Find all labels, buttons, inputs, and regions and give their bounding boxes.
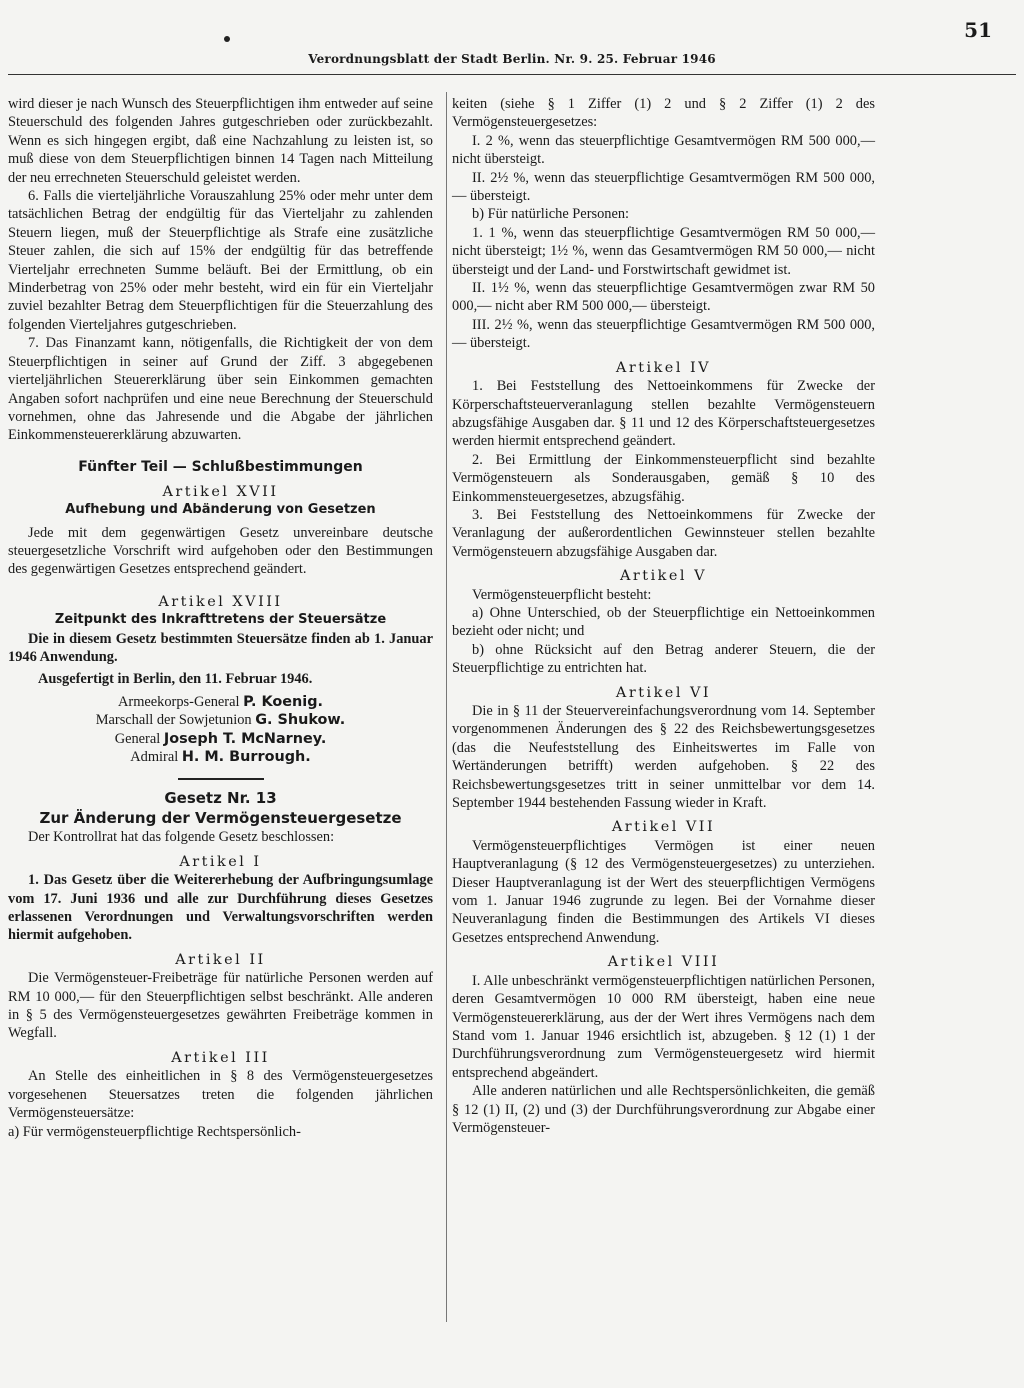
article-heading: Artikel I <box>179 853 262 870</box>
section-divider <box>178 778 264 780</box>
signature-rank: General <box>114 730 161 747</box>
paragraph: keiten (siehe § 1 Ziffer (1) 2 und § 2 Ziffer (1) 2 des Vermögensteuergesetzes: <box>452 96 875 131</box>
law-number: Gesetz Nr. 13 <box>164 789 277 808</box>
paragraph: 1. Das Gesetz über die Weitererhebung der Aufbringungsumlage vom 17. Juni 1936 und alle zur Durchführung dieses Gesetzes erlassenen Verordnungen und Verwaltungsvorschriften werden hiermit aufgehoben. <box>8 872 433 944</box>
paragraph: b) ohne Rücksicht auf den Betrag anderer Steuern, die der Steuerpflichtige zu entrichten hat. <box>452 641 875 677</box>
signature-rank: Admiral <box>130 749 179 765</box>
article-heading: Artikel VI <box>615 684 712 701</box>
article-heading: Artikel IV <box>615 359 712 376</box>
paragraph: 6. Falls die vierteljährliche Vorauszahlung 25% oder mehr unter dem tatsächlichen Betrag der endgültig für das Vierteljahr zu zahlenden Steuern liegen, muß der Steuerpflichtige als Strafe eine zusätzliche Steuer zahlen, die sich auf 15% der endgültig für das betreffende Vierteljahr errechneten Summe beläuft. Bei der Ermittlung, ob ein Minderbetrag von 25% oder mehr besteht, wird ein für ein Vierteljahr zuviel bezahlter Betrag dem Steuerpflichtigen für die Steuerzahlung des folgenden Vierteljahres gutgeschrieben. <box>8 188 433 333</box>
paragraph: a) Ohne Unterschied, ob der Steuerpflichtige ein Nettoeinkommen bezieht oder nicht; und <box>452 604 875 640</box>
part-heading: Fünfter Teil — Schlußbestimmungen <box>78 458 363 475</box>
rate-item: 1. 1 %, wenn das steuerpflichtige Gesamtvermögen RM 50 000,— nicht übersteigt; 1½ %, wenn das Gesamtvermögen RM 50 000,— nicht übersteigt und der Land- und Forstwirtschaft gewidmet ist. <box>452 224 875 278</box>
paragraph: An Stelle des einheitlichen in § 8 des Vermögensteuergesetzes vorgesehenen Steuersatzes treten die folgenden jährlichen Vermögensteuersätze: <box>8 1068 433 1122</box>
paragraph: Alle anderen natürlichen und alle Rechtspersönlichkeiten, die gemäß § 12 (1) II, (2) und (3) der Durchführungsverordnung zur Abgabe einer Vermögensteuer- <box>452 1083 875 1136</box>
article-heading: Artikel V <box>620 568 707 585</box>
paragraph: 7. Das Finanzamt kann, nötigenfalls, die Richtigkeit der von dem Steuerpflichtigen in seiner auf Grund der Ziff. 3 abgegebenen vierteljährlichen Steuererklärung über sein Einkommen gemachten Angaben sofort nachprüfen und eine neue Berechnung der Steuerschuld vornehmen, ohne das Jahresende und die Abgabe der jährlichen Einkommensteuererklärung abzuwarten. <box>8 335 433 444</box>
signature-name: G. Shukow. <box>255 712 346 729</box>
header-rule <box>8 74 1016 75</box>
article-subheading: Zeitpunkt des Inkrafttretens der Steuersätze <box>54 612 387 628</box>
signature-line <box>8 711 433 729</box>
signature-rank: Armeekorps-General <box>118 693 240 710</box>
signature-line <box>8 693 433 711</box>
paragraph: Die Vermögensteuer-Freibeträge für natürliche Personen werden auf RM 10 000,— für den Steuerpflichtigen selbst beschränkt. Alle anderen in § 5 des Vermögensteuergesetzes gewährten Freibeträge kommen in Wegfall. <box>8 970 433 1042</box>
article-subheading: Aufhebung und Abänderung von Gesetzen <box>65 502 376 518</box>
article-heading: Artikel II <box>175 951 266 968</box>
rate-item: II. 1½ %, wenn das steuerpflichtige Gesamtvermögen zwar RM 50 000,— nicht aber RM 500 000,— übersteigt. <box>452 280 875 315</box>
article-heading: Artikel III <box>171 1049 270 1066</box>
paragraph: Die in § 11 der Steuervereinfachungsverordnung vom 14. September vorgenommenen Änderungen des § 22 des Reichsbewertungsgesetzes (das die Neufeststellung des Einheitswertes im Falle von Wertänderungen betrifft) werden aufgehoben. § 22 des Reichsbewertungsgesetzes tritt in seiner unmittelbar vor dem 14. September 1944 bestehenden Fassung wieder in Kraft. <box>452 703 875 812</box>
rate-item: II. 2½ %, wenn das steuerpflichtige Gesamtvermögen RM 500 000,— übersteigt. <box>452 169 875 205</box>
paragraph: Der Kontrollrat hat das folgende Gesetz beschlossen: <box>28 829 335 846</box>
paragraph: Vermögensteuerpflicht besteht: <box>472 586 652 603</box>
signature-name: H. M. Burrough. <box>181 749 311 765</box>
article-heading: Artikel VII <box>611 819 716 836</box>
paragraph: wird dieser je nach Wunsch des Steuerpflichtigen ihm entweder auf seine Steuerschuld des folgenden Jahres gutgeschrieben oder zurückbezahlt. Wenn es sich hingegen ergibt, daß eine Nachzahlung zu leisten ist, so muß diese von dem Steuerpflichtigen binnen 14 Tagen nach Mitteilung der neu errechneten Steuerschuld geleistet werden. <box>8 96 433 186</box>
paragraph: Vermögensteuerpflichtiges Vermögen ist einer neuen Hauptveranlagung (§ 12 des Vermögensteuergesetzes) zu unterziehen. Dieser Hauptveranlagung ist der Wert des steuerpflichtigen Vermögens vom 1. Januar 1946 zugrunde zu legen. Bei der Vornahme dieser Neuveranlagung finden die Bestimmungen des Artikels VI dieses Gesetzes entsprechend Anwendung. <box>452 837 875 946</box>
article-heading: Artikel VIII <box>607 954 720 971</box>
right-column <box>452 95 875 1137</box>
paragraph: b) Für natürliche Personen: <box>472 206 630 223</box>
article-heading: Artikel XVIII <box>158 593 283 610</box>
paragraph: 2. Bei Ermittlung der Einkommensteuerpflicht sind bezahlte Vermögensteuern als Sonderausgaben, gemäß § 10 des Einkommensteuergesetzes, abzugsfähig. <box>452 451 875 505</box>
left-column <box>8 95 433 1141</box>
page-number: 51 <box>964 18 992 42</box>
paragraph: Jede mit dem gegenwärtigen Gesetz unvereinbare deutsche steuergesetzliche Vorschrift wird aufgehoben oder den Bestimmungen des gegenwärtigen Gesetzes entsprechend geändert. <box>8 524 433 578</box>
signature-name: P. Koenig. <box>243 693 323 710</box>
rate-item: I. 2 %, wenn das steuerpflichtige Gesamtvermögen RM 500 000,— nicht übersteigt. <box>452 132 875 168</box>
article-heading: Artikel XVII <box>162 483 279 500</box>
signature-line <box>8 730 433 748</box>
paragraph: a) Für vermögensteuerpflichtige Rechtspersönlich- <box>8 1123 301 1140</box>
ink-dot <box>224 36 230 42</box>
paragraph: 3. Bei Feststellung des Nettoeinkommens für Zwecke der Veranlagung der außerordentlichen Gewinnsteuer stellen bezahlte Vermögensteuern abzugsfähige Ausgaben dar. <box>452 506 875 560</box>
paragraph: 1. Bei Feststellung des Nettoeinkommens für Zwecke der Körperschaftsteuerveranlagung stellen bezahlte Vermögensteuern abzugsfähige Ausgaben dar. § 11 und 12 des Körperschaftsteuergesetzes werden hiermit entsprechend geändert. <box>452 378 875 450</box>
rate-item: III. 2½ %, wenn das steuerpflichtige Gesamtvermögen RM 500 000,— übersteigt. <box>452 316 875 352</box>
signature-name: Joseph T. McNarney. <box>163 730 327 747</box>
paragraph: I. Alle unbeschränkt vermögensteuerpflichtigen natürlichen Personen, deren Gesamtvermögen 10 000 RM übersteigt, haben eine neue Vermögensteuererklärung, aus der der Wert ihres Vermögens nach dem Stand vom 1. Januar 1946 ersichtlich ist, abzugeben. § 12 (1) 1 der Durchführungsverordnung zum Vermögensteuergesetz wird hiermit entsprechend abgeändert. <box>452 972 875 1081</box>
column-separator <box>446 92 447 1322</box>
signature-rank: Marschall der Sowjetunion <box>95 712 252 729</box>
paragraph: Die in diesem Gesetz bestimmten Steuersätze finden ab 1. Januar 1946 Anwendung. <box>8 630 433 665</box>
page-header: Verordnungsblatt der Stadt Berlin. Nr. 9. 25. Februar 1946 <box>308 52 716 66</box>
law-title: Zur Änderung der Vermögensteuergesetze <box>39 809 402 828</box>
date-line: Ausgefertigt in Berlin, den 11. Februar 1946. <box>38 671 313 688</box>
signature-line <box>8 748 433 766</box>
